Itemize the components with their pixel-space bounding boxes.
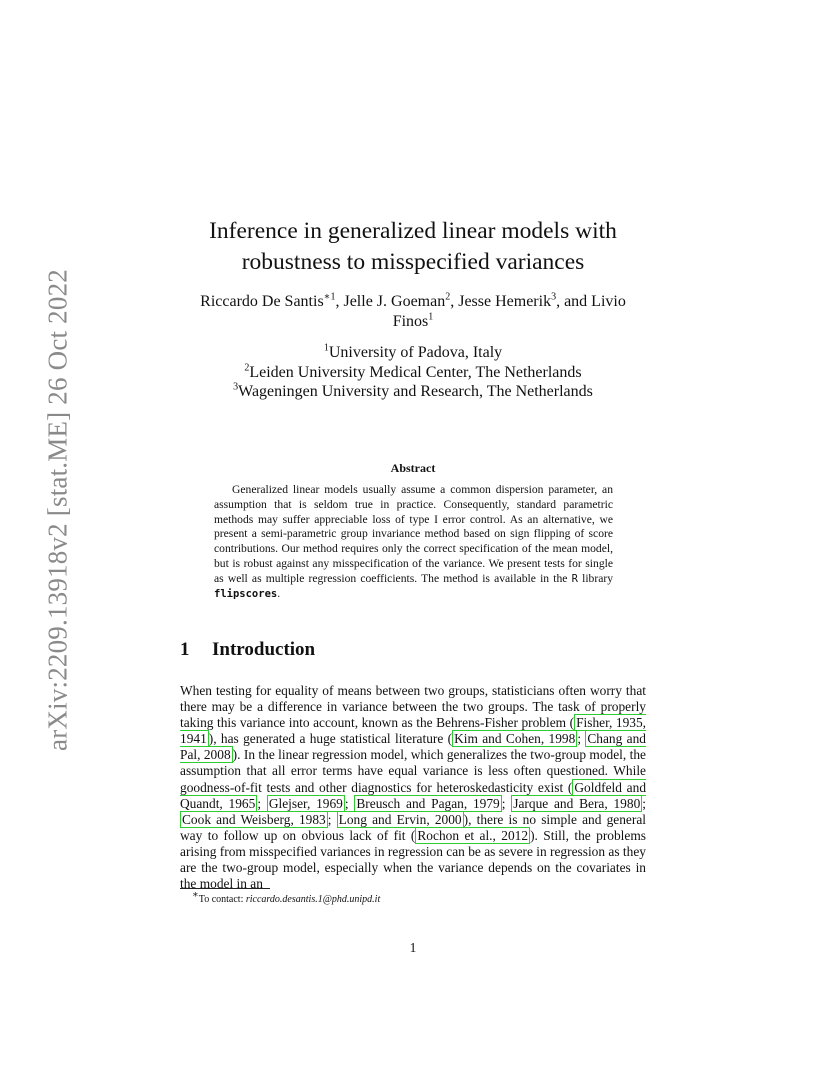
footnote <box>192 889 381 905</box>
body-text: ; <box>577 731 586 747</box>
abstract-library-word: library <box>582 571 614 585</box>
body-text: ; <box>344 795 355 811</box>
author-superscript: 2 <box>445 291 451 303</box>
body-text: ), there is no simple and general way to follow up on obvious lack of fit ( <box>180 811 646 843</box>
section-heading <box>180 639 315 661</box>
affiliation-text: Wageningen University and Research, The Netherlands <box>238 383 593 400</box>
affiliation-mark: 2 <box>244 362 250 374</box>
body-text: ; <box>501 795 512 811</box>
author-superscript: ∗1 <box>323 291 336 303</box>
arxiv-identifier-stamp: arXiv:2209.13918v2 [stat.ME] 26 Oct 2022 <box>42 269 73 751</box>
body-text: ). Still, the problems arising from misspecified variances in regression can be as severe in regression as they are the two-group model, especially when the variance depends on the covariates in the model in an <box>180 827 646 892</box>
affiliation-text: Leiden University Medical Center, The Netherlands <box>249 363 582 381</box>
author-name: and Livio <box>564 293 626 310</box>
citation-link[interactable]: Chang and Pal, 2008 <box>180 731 646 763</box>
body-text: ), has generated a huge statistical literature ( <box>208 731 453 747</box>
affiliation-list <box>180 343 646 402</box>
body-text: When testing for equality of means between two groups, statisticians often worry that there may be a difference in variance between the two groups. The task of properly taking this variance into account, known as the Behrens-Fisher problem ( <box>180 683 646 731</box>
author-superscript: 3 <box>551 291 557 303</box>
section-title: Introduction <box>212 639 316 660</box>
citation-link[interactable]: Rochon et al., 2012 <box>417 827 529 843</box>
abstract-period: . <box>277 586 281 600</box>
contact-email[interactable]: riccardo.desantis.1@phd.unipd.it <box>245 894 381 905</box>
citation-link[interactable]: Breusch and Pagan, 1979 <box>356 795 500 811</box>
citation-link[interactable]: Jarque and Bera, 1980 <box>513 795 641 811</box>
author-superscript: 1 <box>428 311 434 323</box>
r-language-code: R <box>571 572 578 585</box>
affiliation-mark: 1 <box>323 342 329 354</box>
title-line-2: robustness to misspecified variances <box>241 249 585 275</box>
body-text: ; <box>257 795 267 811</box>
citation-link[interactable]: Goldfeld and Quandt, 1965 <box>180 779 647 811</box>
author-list: Riccardo De Santis$^{∗1}$, Jelle J. Goeman$^2$, Jesse Hemerik$^3$, and Livio Finos$^1$ <box>200 291 626 330</box>
body-text: ). In the linear regression model, which generalizes the two-group model, the assumption that all error terms have equal variance is less often questioned. While goodness-of-fit tests and other diagnostics for heteroskedasticity exist ( <box>180 747 647 795</box>
body-text: ; <box>327 811 337 827</box>
package-name-code: flipscores <box>214 587 278 600</box>
citation-link[interactable]: Kim and Cohen, 1998 <box>454 731 576 747</box>
affiliation <box>180 343 646 363</box>
author-name: Jelle J. Goeman <box>343 293 446 310</box>
abstract-text: Generalized linear models usually assume a common dispersion parameter, an assumption that is seldom true in practice. Consequently, standard parametric methods may suffer appreciable loss of type I error control. As an alternative, we present a semi-parametric group invariance method based on sign flipping of score contributions. Our method requires only the correct specification of the mean model, but is robust against any misspecification of the variance. We present tests for single as well as multiple regression coefficients. The method is available in the <box>214 483 613 585</box>
citation-link[interactable]: Glejser, 1969 <box>268 795 343 811</box>
body-text: ; <box>642 795 647 811</box>
title-line-1: Inference in generalized linear models with <box>209 218 617 244</box>
author-name: Riccardo De Santis <box>200 293 324 310</box>
affiliation-text: University of Padova, Italy <box>328 344 503 361</box>
affiliation-mark: 3 <box>233 381 239 393</box>
footnote-mark: ∗ <box>192 889 199 901</box>
abstract-body <box>214 483 613 601</box>
affiliation <box>180 363 646 383</box>
author-name: Jesse Hemerik <box>458 293 552 310</box>
abstract-heading: Abstract <box>390 461 436 475</box>
introduction-paragraph <box>180 683 646 892</box>
footnote-label: To contact: <box>198 894 244 905</box>
citation-link[interactable]: Long and Ervin, 2000 <box>338 811 462 827</box>
page-number: 1 <box>409 940 417 955</box>
affiliation <box>180 382 646 402</box>
section-number: 1 <box>180 639 190 660</box>
author-name: Finos <box>392 313 429 330</box>
paper-title <box>180 216 646 278</box>
citation-link[interactable]: Cook and Weisberg, 1983 <box>182 811 326 827</box>
citation-link[interactable]: Fisher, 1935, 1941 <box>180 715 647 747</box>
